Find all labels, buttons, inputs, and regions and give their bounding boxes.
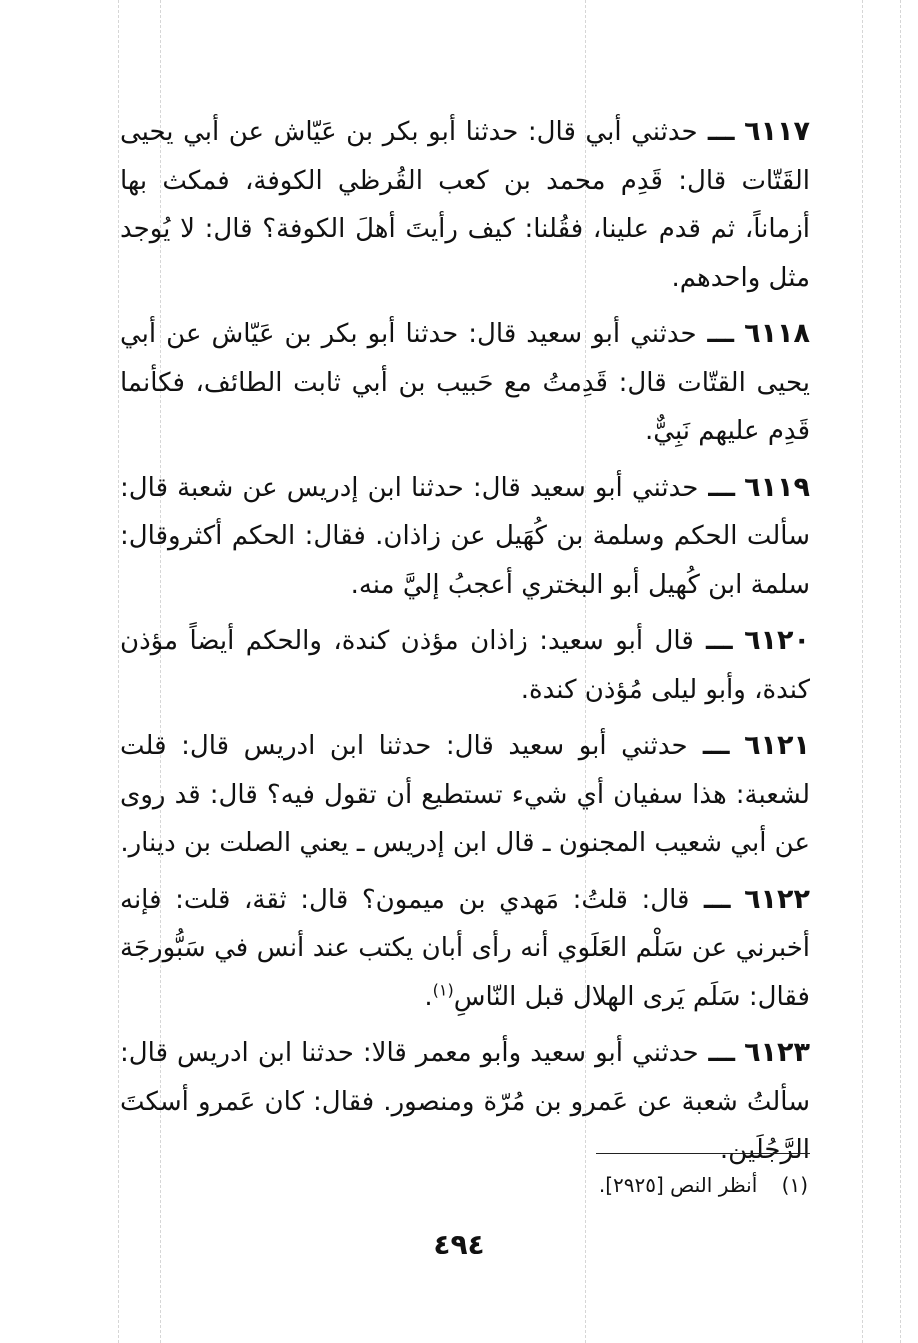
entry-text: قال أبو سعيد: زاذان مؤذن كندة، والحكم أيضاً مؤذن كندة، وأبو ليلى مُؤذن كندة.: [120, 626, 810, 705]
entry-number: ٦١٢٠: [744, 625, 810, 656]
entry-6120: ٦١٢٠ ـــ قال أبو سعيد: زاذان مؤذن كندة، والحكم أيضاً مؤذن كندة، وأبو ليلى مُؤذن كندة.: [120, 625, 810, 705]
entry-text: حدثني أبو سعيد قال: حدثنا أبو بكر بن عَيّاش عن أبي يحيى القتّات قال: قَدِمتُ مع حَبيب بن أبي ثابت الطائف، فكأنما قَدِم عليهم نَبِيٌّ.: [120, 319, 810, 446]
footnote-marker: (١): [781, 1173, 808, 1197]
entry-6119: ٦١١٩ ـــ حدثني أبو سعيد قال: حدثنا ابن إدريس عن شعبة قال: سألت الحكم وسلمة بن كُهَيل عن زاذان. فقال: الحكم أكثروقال: سلمة ابن كُهيل أبو البختري أعجبُ إليَّ منه.: [120, 471, 811, 600]
entry-text: حدثني أبو سعيد قال: حدثنا ابن إدريس عن شعبة قال: سألت الحكم وسلمة بن كُهَيل عن زاذان. فقال: الحكم أكثروقال: سلمة ابن كُهيل أبو البختري أعجبُ إليَّ منه.: [120, 472, 810, 600]
entry-number: ٦١٢١: [744, 730, 810, 761]
footnote-divider: [596, 1153, 810, 1154]
scan-artifact-line: [900, 0, 901, 1343]
footnote-reference[interactable]: (١): [432, 979, 454, 999]
entry-number: ٦١١٩: [744, 471, 811, 503]
entry-6118: ٦١١٨ ـــ حدثني أبو سعيد قال: حدثنا أبو بكر بن عَيّاش عن أبي يحيى القتّات قال: قَدِمتُ مع حَبيب بن أبي ثابت الطائف، فكأنما قَدِم عليهم نَبِيٌّ.: [120, 318, 811, 446]
entry-6122: ٦١٢٢ ـــ قال: قلتُ: مَهدي بن ميمون؟ قال: ثقة، قلت: فإنه أخبرني عن سَلْم العَلَوي أنه رأى أبان يكتب عند أنس في سَبُّورجَة فقال: سَلَم يَرى الهلال قبل النّاسِ$^{(١)}$.: [120, 883, 810, 1012]
footnote-text: أنظر النص [٢٩٢٥].: [598, 1173, 758, 1197]
scan-artifact-line: [862, 0, 863, 1343]
entry-text: حدثني أبو سعيد وأبو معمر قالا: حدثنا ابن ادريس قال: سألتُ شعبة عن عَمرو بن مُرّة ومنصور. فقال: كان عَمرو أسكتَ الرَّجُلَين.: [120, 1038, 810, 1165]
entry-text: حدثني أبي قال: حدثنا أبو بكر بن عَيّاش عن أبي يحيى القَتّات قال: قَدِم محمد بن كعب القُرظي الكوفة، فمكث بها أزماناً، ثم قدم علينا، فقُلنا: كيف رأيتَ أهلَ الكوفة؟ قال: لا يُوجد مثل واحدهم.: [120, 117, 810, 293]
entry-6121: ٦١٢١ ـــ حدثني أبو سعيد قال: حدثنا ابن ادريس قال: قلت لشعبة: هذا سفيان أي شيء تستطيع أن تقول فيه؟ قال: قد روى عن أبي شعيب المجنون ـ قال ابن إدريس ـ يعني الصلت بن دينار.: [120, 730, 810, 858]
entry-number: ٦١١٨: [744, 318, 811, 349]
entry-text: قال: قلتُ: مَهدي بن ميمون؟ قال: ثقة، قلت: فإنه أخبرني عن سَلْم العَلَوي أنه رأى أبان يكتب عند أنس في سَبُّورجَة فقال: سَلَم يَرى الهلال قبل النّاسِ: [120, 884, 810, 1012]
page-number: ٤٩٤: [433, 1228, 485, 1261]
entry-text: حدثني أبو سعيد قال: حدثنا ابن ادريس قال: قلت لشعبة: هذا سفيان أي شيء تستطيع أن تقول فيه؟ قال: قد روى عن أبي شعيب المجنون ـ قال ابن إدريس ـ يعني الصلت بن دينار.: [120, 731, 810, 858]
entry-number: ٦١٢٢: [744, 883, 810, 915]
footnote: [599, 1170, 808, 1200]
entry-6117: ٦١١٧ ـــ حدثني أبي قال: حدثنا أبو بكر بن عَيّاش عن أبي يحيى القَتّات قال: قَدِم محمد بن كعب القُرظي الكوفة، فمكث بها أزماناً، ثم قدم علينا، فقُلنا: كيف رأيتَ أهلَ الكوفة؟ قال: لا يُوجد مثل واحدهم.: [120, 116, 811, 293]
entry-6123: ٦١٢٣ ـــ حدثني أبو سعيد وأبو معمر قالا: حدثنا ابن ادريس قال: سألتُ شعبة عن عَمرو بن مُرّة ومنصور. فقال: كان عَمرو أسكتَ الرَّجُلَين.: [120, 1037, 810, 1165]
entry-text-tail: .: [424, 981, 433, 1012]
entry-number: ٦١٢٣: [744, 1037, 810, 1068]
entry-number: ٦١١٧: [744, 116, 811, 147]
main-text: [120, 108, 810, 1183]
scan-artifact-line: [118, 0, 119, 1343]
